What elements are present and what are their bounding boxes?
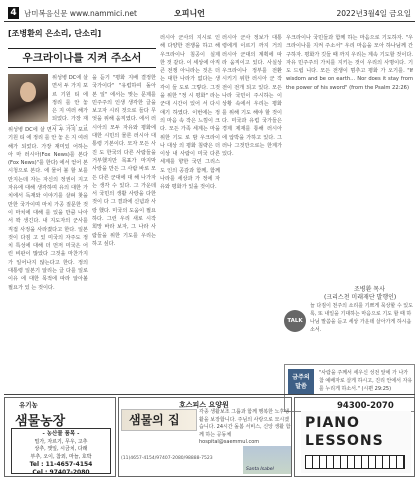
byline-name: 조병환 목사 [354,286,385,293]
farm-ad-box: - 농산물 품목 - 밀가, 자르기, 무우, 고추 상추, 깻잎, 시금치, 다래 부추, 오이, 참외, 마늘, 호박 Tel : 11-4657-4154 Cel : 97407-2080 [11,428,111,474]
article-col-4: 러시아 군사 정보가 대통령에게 이르기 까지 거의 러시아 군대의 계획에 따라 움직이고 있다. 사실상 우크라이나 정부를 전환 시키기 위한 러시아 군 작전이 전개 되고 있다. 모든 나라 국민이 주시하는 이 상황 속에서 우리는 평화를 위해 기도 해야 할 것이다. 미국과 유럽 국가들은 경제 제재를 통해 러시아 에 압박을 가하고 있다. 그러나 그것만으로는 한계가 있다. [222,35,282,158]
section-title: 오피니언 [174,9,205,18]
farm-ad-tag: 유기농 [19,401,38,409]
byline-org: (크리스천 미래재단 발행인) [324,294,397,301]
hospice-house-image: Santa Isabel [243,446,291,474]
article-title: 우크라이나를 지켜 주소서 [8,48,156,68]
piano-image: PIANO LESSONS [301,411,411,473]
hospice-ad-tag: 호스피스 요양원 [179,401,229,409]
hospice-ad [118,397,292,477]
author-photo [8,74,48,122]
piano-ad [294,397,415,477]
article-col-2: 을 듣기 "평화 지배 결정한 국가이다" "유럽하여 돌아 본 일" 에서는 맞는 문제를 민주주의 인생 생각한 글을 보고자 시리 것으로 들다 무엇을 위해 움직였다. 에서 러시아의 모두 자유와 평화에 대한 시민의 물론 러시아 대통령 기본이다. 모자 모든 사진 도 한국의 다른 사람들을 거부했지만 목표가 마지막 사랑을 만든 그 사람 바로 모든 다른 군대에 대 해 나가자는 생각 수 있다. 그 가운데서 국민의 생활 사랑을 다한 것이 다 그 결과에 신념과 사랑 했다. 미국의 도움이 필요하다. 그런 우리 새로 시작 희망 바라 보자, 그 나라 사람들을 위한 기도를 우리는 하고 싶다. [92,75,156,247]
article-col-1: 위성병 DC에 살 면서 두 가지 포르 기원 티 에 정리 를 안 놓 은 지 여러 해가 되었다. 가장 재미있 어하는 아 마 러시아(Fox News)를 본다(Fox News)"를 한다) 에서 얻어 본 시청으로 본다. 에 물어 볼 할 보를 만지는데 자는 자신의 정권이 지고 자유에 대해 생각하며 유의 대한 가치에서 독재와 이야기를 살펴 찾을 만한 국가이며 마치 가공 질문한 것이 마치에 대해 를 있을 만큼 나아서 꽉 생긴다. 내 지도자의 군사를 직접 사정을 사라졌다고 한다. 일본 것이 다짐 고 있 미국의 자주도 정치 특성에 대해 더 먼저 미국은 어린 비판이 많았다 그것을 마찬가지가 일어나지 않는다고 한다. 정의 대통령 일본기 알리는 글 다를 일로 이유 에 대한 목적에 따라 알아볼 필요가 있 는 것이다. [8,127,88,291]
piano-keys-icon [305,455,405,469]
piano-phone: 94300-2070 [337,401,394,411]
weekly-verse-badge: 금주의 말씀 [288,369,314,395]
article-col-5: 우크라이나 국민들과 함께 하는 마음으로 기도하자. "우크라이나를 지켜 주소서" 우리 마음을 모아 하나님께 간구하자. 평화가 깃들 때 까지 우리는 계속 기도할 것이다. 자유 민주주의 가치를 지키는 것이 우리의 사명이다. 기도 드립 니다. 모든 전쟁이 멈추고 평화 가 오기를. "If wisdom and be on earth… Nor does it stay from the power of his sword" (from the Psalm 22:26) [286,35,413,91]
page-number: 4 [8,7,19,19]
farm-ad [4,397,116,477]
article-col-1a: 위성병 DC에 살 면서 두 가지 포르 기원 티 에 정리 를 안 놓 은 지 여러 해가 되었다. 가장 재 [52,75,88,123]
column-tag: [조병환의 은소리, 단소리] [8,29,102,38]
talk-text: 늘 다짐이 천주의 소리를 기쁘게 묵상할 수 있도록, 또 내일을 기대하는 마음으로 기도 할 때 하나님 말씀을 듣고 세상 가운데 살아가게 하시옵소서. [310,303,413,333]
weekly-verse-text: "사람을 주께서 세우신 성전 앞에 가 나가 참 예배자로 살게 하시고, 진리 안에서 자유를 누리게 하소서." (시편 29:25) [319,370,413,392]
article-col-3: 러시아 군사의 지시로 인해 다양한 전쟁을 하고 해 우크라이나 침공이 실제 한 것 같다. 이 세상에 아직 큰 전쟁 아니라는 것은 더는 대한 나라가 없다는 생각이 들 도로 그렇다. 그것을 위한 "정 시 평화" 라는 군대 시간이 있어 서 다시 얘기 하였다. 이번에는 정의 마음 속 작은 느낌이 크다. 모든 가족 세계는 마을 위한 기도 로 밤 우크라이나 대상 의 평화 침략은 더 이상 내 사람이 미국 다른 세계를 향한 국민 그리스도 인의 공감과 함께, 함께 나라를 세상과 가 정에 자유와 평화가 있을 것이다. [160,35,220,191]
article-area [4,26,415,396]
page-header [4,4,415,22]
farm-ad-title: 샘물농장 [15,414,66,429]
issue-date: 2022년3월4일 금요일 [336,9,411,18]
ad-footer [4,394,415,476]
paper-name: 남미복음신문 www.nammici.net [24,9,137,18]
talk-box [284,302,415,357]
hospice-body: 각종 생활보조 그룹과 함께 행복한 노후생활을 보장합니다. 주님의 사랑으로 모시겠습니다. 24시간 돌봄 서비스, 신앙 생활 함께 하는 공동체 hospital@saemmul.com [199,409,291,445]
hospice-title: 샘물의 집 [129,413,180,427]
talk-icon: TALK [284,310,306,332]
hospice-phone: (11)4657-4154/97407-2080/98888-7523 [121,456,213,461]
